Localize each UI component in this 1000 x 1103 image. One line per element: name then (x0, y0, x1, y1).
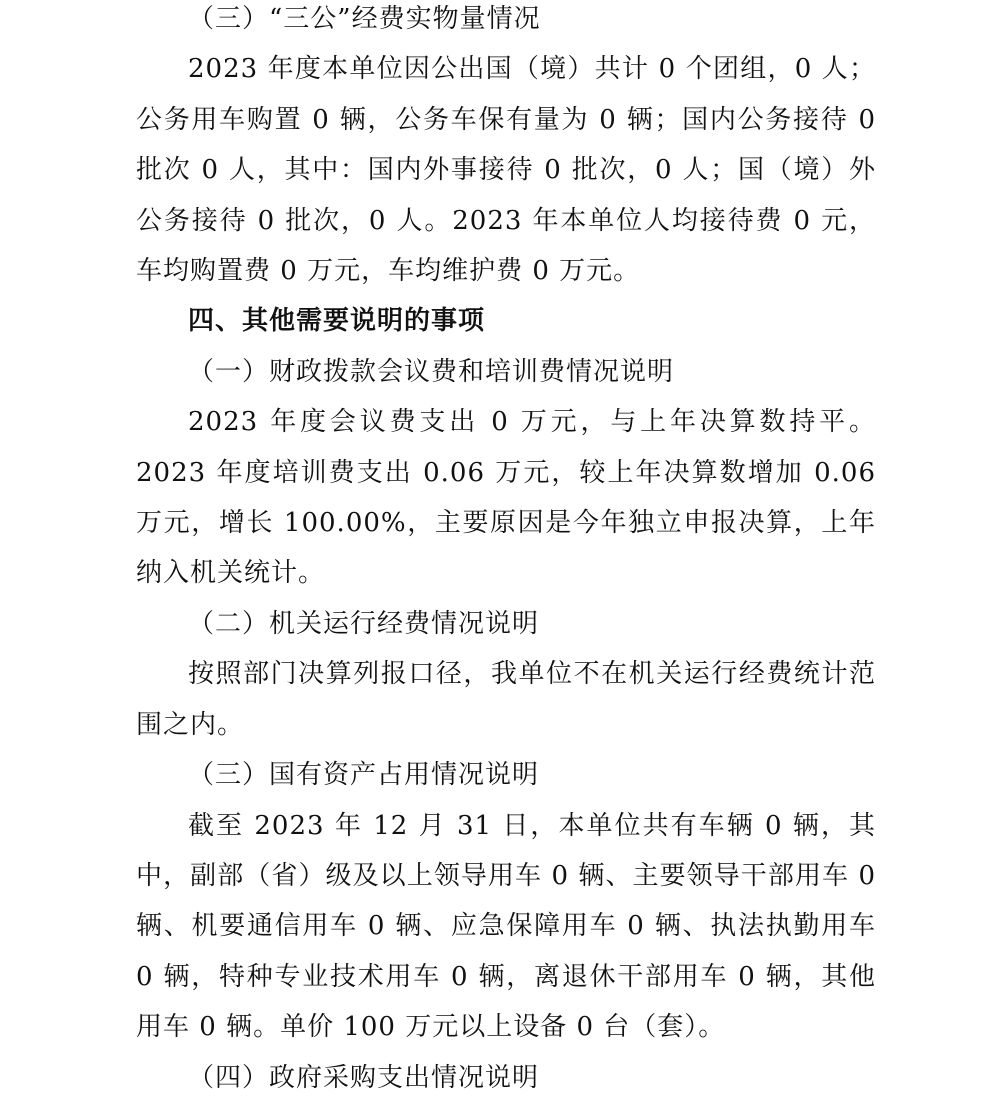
item-4-title: （四）政府采购支出情况说明 (188, 1062, 540, 1093)
item-1-title: （一）财政拨款会议费和培训费情况说明 (188, 356, 675, 387)
item-1-body: 2023 年度会议费支出 0 万元，与上年决算数持平。2023 年度培训费支出 0.06 万元，较上年决算数增加 0.06 万元，增长 100.00%，主要原因是今年独立申报决算，上年纳入机关统计。 (136, 407, 876, 589)
section-3-title: （三）“三公”经费实物量情况 (188, 4, 541, 34)
item-3-title: （三）国有资产占用情况说明 (188, 760, 540, 791)
document-page (136, 0, 876, 1103)
section-3-body: 2023 年度本单位因公出国（境）共计 0 个团组，0 人；公务用车购置 0 辆，公务车保有量为 0 辆；国内公务接待 0 批次 0 人，其中：国内外事接待 0 批次，0 人；国（境）外公务接待 0 批次，0 人。2023 年本单位人均接待费 0 元，车均购置费 0 万元，车均维护费 0 万元。 (136, 54, 876, 287)
part-4-heading: 四、其他需要说明的事项 (188, 306, 486, 337)
item-2-title: （二）机关运行经费情况说明 (188, 608, 540, 639)
item-3-body: 截至 2023 年 12 月 31 日，本单位共有车辆 0 辆，其中，副部（省）级及以上领导用车 0 辆、主要领导干部用车 0 辆、机要通信用车 0 辆、应急保障用车 0 辆、执法执勤用车 0 辆，特种专业技术用车 0 辆，离退休干部用车 0 辆，其他用车 0 辆。单价 100 万元以上设备 0 台（套）。 (136, 810, 876, 1043)
item-2-body: 按照部门决算列报口径，我单位不在机关运行经费统计范围之内。 (136, 659, 876, 740)
